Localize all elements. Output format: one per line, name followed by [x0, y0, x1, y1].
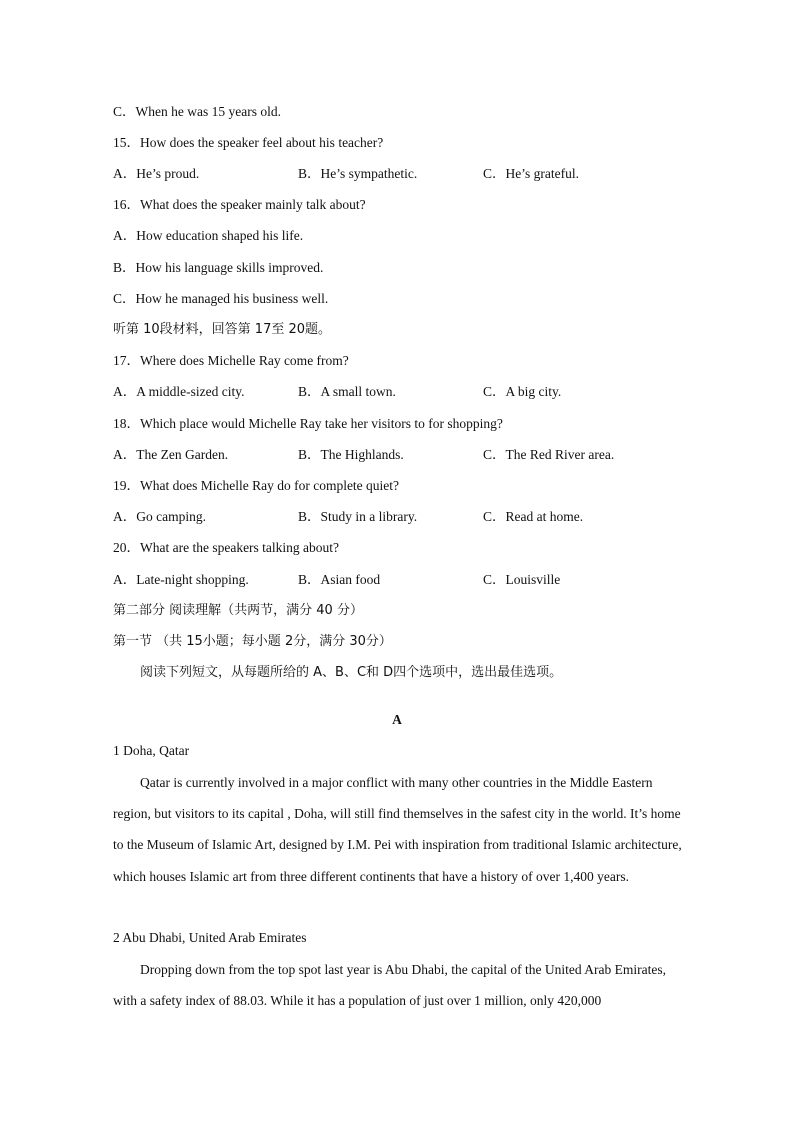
q18-option-b: B．The Highlands.	[298, 447, 404, 462]
q19-option-c: C．Read at home.	[483, 509, 584, 524]
q19-option-b: B．Study in a library.	[298, 509, 418, 524]
q17-option-c: C．A big city.	[483, 384, 562, 399]
q16-option-a: A．How education shaped his life.	[113, 228, 304, 243]
q20-option-c: C．Louisville	[483, 572, 561, 587]
q20-question: 20．What are the speakers talking about?	[113, 540, 340, 555]
item2-title: 2 Abu Dhabi, United Arab Emirates	[113, 930, 307, 945]
section1-heading: 第一节 （共 15小题；每小题 2分，满分 30分）	[113, 634, 392, 649]
q15-option-c: C．He’s grateful.	[483, 166, 579, 181]
q17-option-b: B．A small town.	[298, 384, 396, 399]
q19-question: 19．What does Michelle Ray do for complete quiet?	[113, 478, 400, 493]
q18-option-a: A．The Zen Garden.	[113, 447, 229, 462]
q16-option-c: C．How he managed his business well.	[113, 291, 329, 306]
q16-question: 16．What does the speaker mainly talk about?	[113, 197, 366, 212]
listening-instruction: 听第 10段材料，回答第 17至 20题。	[113, 322, 332, 337]
part2-heading: 第二部分 阅读理解（共两节，满分 40 分）	[113, 603, 363, 618]
item1-title: 1 Doha, Qatar	[113, 743, 190, 758]
passage-label: A	[392, 712, 402, 727]
item2-paragraph: Dropping down from the top spot last year is Abu Dhabi, the capital of the United Arab Emirates, with a safety index of 88.03. While it has a population of just over 1 million, only 420,000	[113, 962, 667, 1009]
q15-option-b: B．He’s sympathetic.	[298, 166, 418, 181]
q19-option-a: A．Go camping.	[113, 509, 206, 524]
q17-option-a: A．A middle-sized city.	[113, 384, 245, 399]
reading-instruction: 阅读下列短文，从每题所给的 A、B、C和 D四个选项中，选出最佳选项。	[140, 665, 563, 680]
q14-option-c: C．When he was 15 years old.	[113, 104, 281, 119]
q18-question: 18．Which place would Michelle Ray take her visitors to for shopping?	[113, 416, 503, 431]
q16-option-b: B．How his language skills improved.	[113, 260, 324, 275]
q15-question: 15．How does the speaker feel about his teacher?	[113, 135, 384, 150]
item1-paragraph: Qatar is currently involved in a major conflict with many other countries in the Middle Eastern region, but visitors to its capital , Doha, will still find themselves in the safest city in the world. It’s home to the Museum of Islamic Art, designed by I.M. Pei with inspiration from traditional Islamic architecture, which houses Islamic art from three different continents that have a history of over 1,400 years.	[113, 775, 682, 884]
q20-option-a: A．Late-night shopping.	[113, 572, 249, 587]
q17-question: 17．Where does Michelle Ray come from?	[113, 353, 349, 368]
q15-option-a: A．He’s proud.	[113, 166, 200, 181]
q18-option-c: C．The Red River area.	[483, 447, 615, 462]
q20-option-b: B．Asian food	[298, 572, 381, 587]
